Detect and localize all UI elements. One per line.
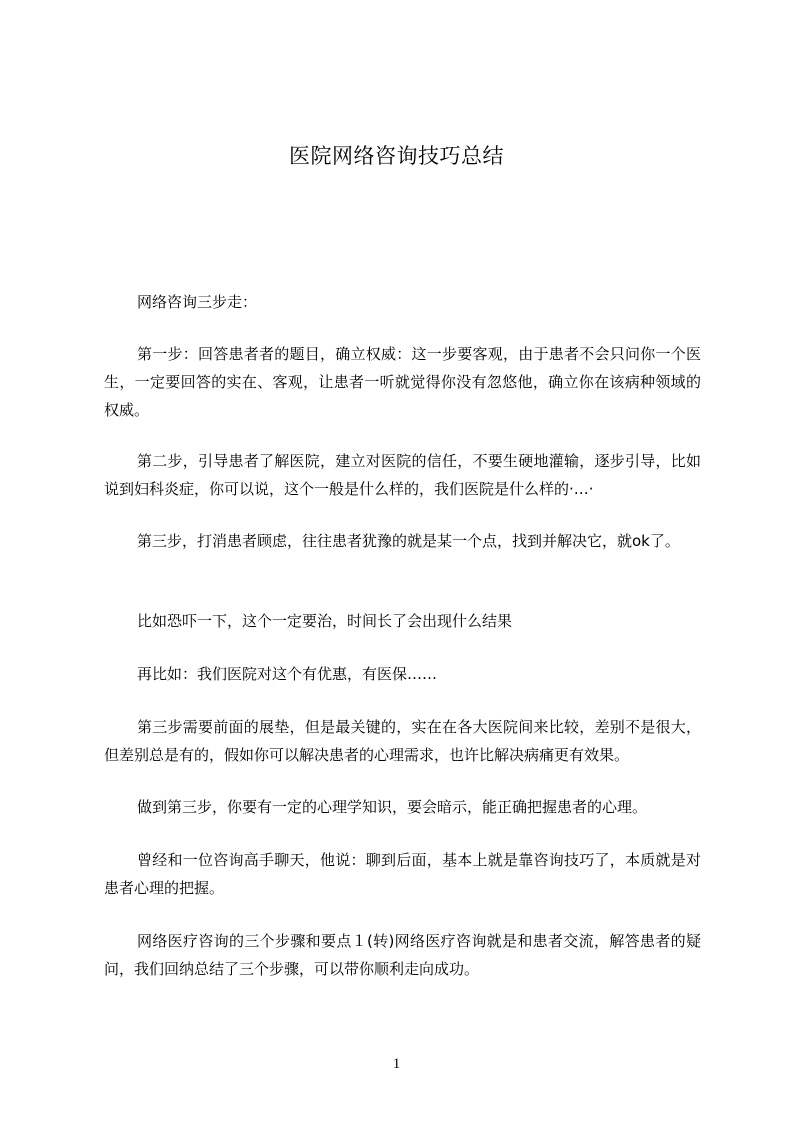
paragraph-2: 第一步：回答患者者的题目，确立权威：这一步要客观，由于患者不会只问你一个医生，一定要回答的实在、客观，让患者一听就觉得你没有忽悠他，确立你在该病种领域的权威。: [104, 345, 701, 419]
paragraph-3: 第二步，引导患者了解医院，建立对医院的信任，不要生硬地灌输，逐步引导，比如说到妇科炎症，你可以说，这个一般是什么样的，我们医院是什么样的·…·: [104, 452, 701, 498]
paragraph-6: 再比如：我们医院对这个有优惠，有医保……: [137, 665, 438, 683]
paragraph-1: 网络咨询三步走：: [137, 293, 258, 311]
document-title: 医院网络咨询技巧总结: [289, 144, 504, 168]
paragraph-10: 网络医疗咨询的三个步骤和要点１(转)网络医疗咨询就是和患者交流，解答患者的疑问，我们回纳总结了三个步骤，可以带你顺利走向成功。: [104, 932, 701, 978]
paragraph-7: 第三步需要前面的展垫，但是最关键的，实在在各大医院间来比较，差别不是很大，但差别总是有的，假如你可以解决患者的心理需求，也许比解决病痛更有效果。: [104, 718, 701, 764]
page-number: 1: [392, 1056, 401, 1072]
paragraph-8: 做到第三步，你要有一定的心理学知识，要会暗示，能正确把握患者的心理。: [137, 798, 648, 816]
paragraph-9: 曾经和一位咨询高手聊天，他说：聊到后面，基本上就是靠咨询技巧了，本质就是对患者心理的把握。: [104, 851, 701, 897]
paragraph-5: 比如恐吓一下，这个一定要治，时间长了会出现什么结果: [137, 612, 513, 630]
paragraph-4: 第三步，打消患者顾虑，往往患者犹豫的就是某一个点，找到并解决它，就ok了。: [137, 532, 680, 550]
